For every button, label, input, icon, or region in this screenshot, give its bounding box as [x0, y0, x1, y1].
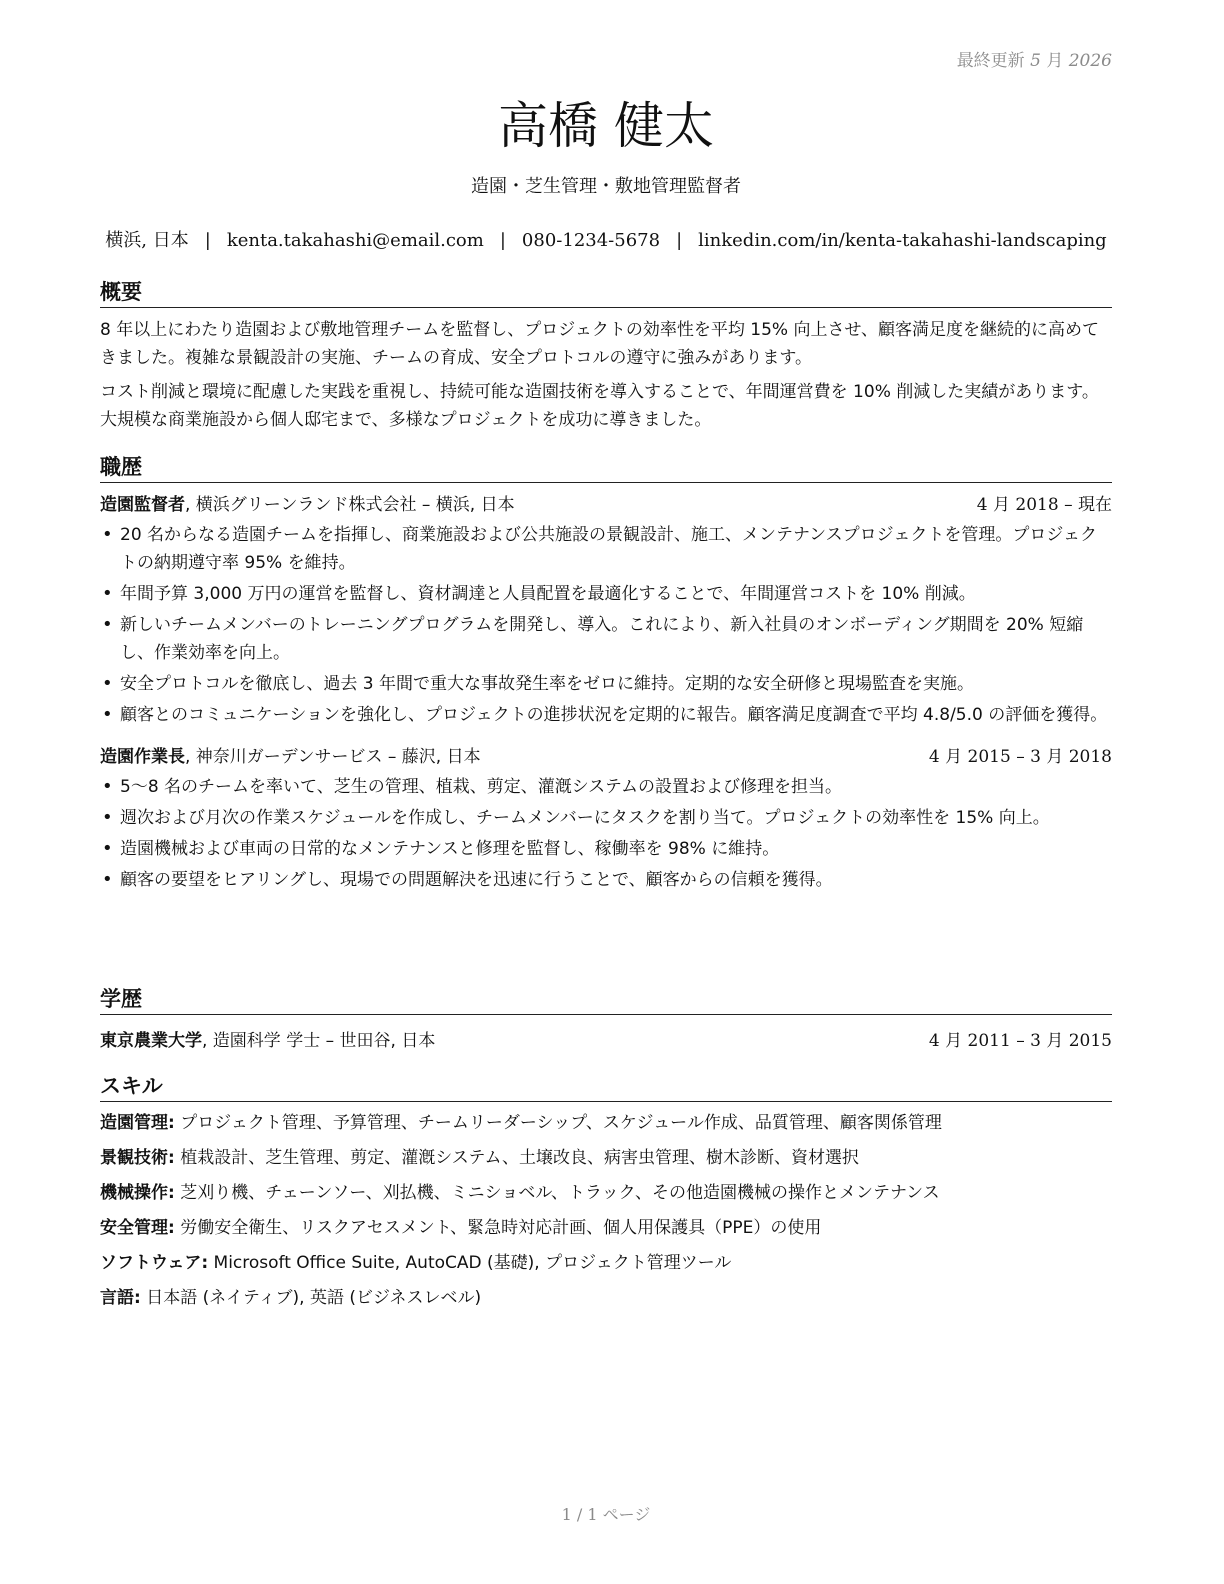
- skill-value: 芝刈り機、チェーンソー、刈払機、ミニショベル、トラック、その他造園機械の操作とメンテナンス: [174, 1183, 940, 1203]
- job-company: , 神奈川ガーデンサービス – 藤沢, 日本: [185, 747, 481, 767]
- contact-separator: |: [204, 230, 211, 251]
- job-title: 造園作業長: [100, 747, 185, 767]
- contact-phone[interactable]: 080-1234-5678: [521, 230, 661, 251]
- skill-row: [100, 1141, 1112, 1176]
- job-bullet: • 20 名からなる造園チームを指揮し、商業施設および公共施設の景観設計、施工、メンテナンスプロジェクトを管理。プロジェクトの納期遵守率 95% を維持。: [100, 521, 1112, 577]
- skill-value: プロジェクト管理、予算管理、チームリーダーシップ、スケジュール作成、品質管理、顧客関係管理: [174, 1113, 942, 1133]
- skill-value: Microsoft Office Suite, AutoCAD (基礎), プロジェクト管理ツール: [208, 1253, 732, 1273]
- contact-separator: |: [676, 230, 683, 251]
- skill-value: 労働安全衛生、リスクアセスメント、緊急時対応計画、個人用保護具（PPE）の使用: [174, 1218, 822, 1238]
- skill-row: [100, 1246, 1112, 1281]
- job-entry: [100, 491, 1112, 729]
- skill-label: 機械操作:: [100, 1183, 175, 1203]
- page-number: 1 / 1 ページ: [561, 1505, 651, 1524]
- skill-value: 植栽設計、芝生管理、剪定、灌漑システム、土壌改良、病害虫管理、樹木診断、資材選択: [174, 1148, 860, 1168]
- section-heading-experience: 職歴: [100, 453, 1112, 483]
- job-bullets: [100, 521, 1112, 729]
- headline: 造園・芝生管理・敷地管理監督者: [471, 176, 741, 197]
- education-entry: [100, 1027, 1112, 1055]
- job-bullet: • 5〜8 名のチームを率いて、芝生の管理、植栽、剪定、灌漑システムの設置および修理を担当。: [100, 773, 1112, 801]
- job-dates: 4 月 2015 – 3 月 2018: [928, 747, 1112, 767]
- education-dates: 4 月 2011 – 3 月 2015: [928, 1031, 1112, 1051]
- resume-page: [100, 0, 1112, 1584]
- contact-line: [80, 226, 1132, 252]
- job-company: , 横浜グリーンランド株式会社 – 横浜, 日本: [185, 495, 515, 515]
- last-updated-year: 2026: [1068, 51, 1112, 71]
- job-bullet: • 週次および月次の作業スケジュールを作成し、チームメンバーにタスクを割り当て。プロジェクトの効率性を 15% 向上。: [100, 804, 1112, 832]
- job-dates: 4 月 2018 – 現在: [976, 495, 1112, 515]
- skills-section: [100, 1072, 1112, 1316]
- last-updated-label: 最終更新: [956, 51, 1025, 71]
- section-heading-education: 学歴: [100, 985, 1112, 1015]
- contact-linkedin[interactable]: linkedin.com/in/kenta-takahashi-landscaping: [698, 230, 1107, 251]
- education-degree: , 造園科学 学士 – 世田谷, 日本: [202, 1031, 436, 1051]
- experience-section: [100, 453, 1112, 897]
- last-updated: [957, 46, 1112, 71]
- candidate-name: 高橋 健太: [498, 97, 714, 155]
- job-title: 造園監督者: [100, 495, 185, 515]
- job-bullet: • 新しいチームメンバーのトレーニングプログラムを開発し、導入。これにより、新入社員のオンボーディング期間を 20% 短縮し、作業効率を向上。: [100, 611, 1112, 667]
- skills-list: [100, 1106, 1112, 1316]
- contact-separator: |: [499, 230, 506, 251]
- job-header: [100, 491, 1112, 519]
- skill-row: [100, 1211, 1112, 1246]
- skill-label: 安全管理:: [100, 1218, 175, 1238]
- job-bullets: [100, 773, 1112, 894]
- section-heading-summary: 概要: [100, 278, 1112, 308]
- skill-row: [100, 1106, 1112, 1141]
- summary-paragraph: コスト削減と環境に配慮した実践を重視し、持続可能な造園技術を導入することで、年間運営費を 10% 削減した実績があります。大規模な商業施設から個人邸宅まで、多様なプロジェクトを成功に導きました。: [100, 382, 1099, 430]
- section-heading-skills: スキル: [100, 1072, 1112, 1102]
- skill-label: ソフトウェア:: [100, 1253, 209, 1273]
- skill-row: [100, 1176, 1112, 1211]
- job-bullet: • 安全プロトコルを徹底し、過去 3 年間で重大な事故発生率をゼロに維持。定期的な安全研修と現場監査を実施。: [100, 670, 1112, 698]
- last-updated-month-unit: 月: [1046, 51, 1064, 71]
- contact-email[interactable]: kenta.takahashi@email.com: [226, 230, 484, 251]
- summary-paragraph: 8 年以上にわたり造園および敷地管理チームを監督し、プロジェクトの効率性を平均 15% 向上させ、顧客満足度を継続的に高めてきました。複雑な景観設計の実施、チームの育成、安全プロトコルの遵守に強みがあります。: [100, 320, 1099, 368]
- skill-value: 日本語 (ネイティブ), 英語 (ビジネスレベル): [140, 1288, 482, 1308]
- job-bullet: • 年間予算 3,000 万円の運営を監督し、資材調達と人員配置を最適化することで、年間運営コストを 10% 削減。: [100, 580, 1112, 608]
- job-header: [100, 743, 1112, 771]
- job-entry: [100, 743, 1112, 894]
- job-bullet: • 造園機械および車両の日常的なメンテナンスと修理を監督し、稼働率を 98% に維持。: [100, 835, 1112, 863]
- education-school: 東京農業大学: [100, 1031, 202, 1051]
- job-bullet: • 顧客の要望をヒアリングし、現場での問題解決を迅速に行うことで、顧客からの信頼を獲得。: [100, 866, 1112, 894]
- last-updated-month: 5: [1030, 51, 1041, 71]
- contact-location: 横浜, 日本: [105, 230, 189, 251]
- skill-label: 言語:: [100, 1288, 141, 1308]
- education-section: [100, 985, 1112, 1055]
- skill-label: 景観技術:: [100, 1148, 175, 1168]
- summary-section: [100, 278, 1112, 434]
- job-bullet: • 顧客とのコミュニケーションを強化し、プロジェクトの進捗状況を定期的に報告。顧客満足度調査で平均 4.8/5.0 の評価を獲得。: [100, 701, 1112, 729]
- skill-row: [100, 1281, 1112, 1316]
- skill-label: 造園管理:: [100, 1113, 175, 1133]
